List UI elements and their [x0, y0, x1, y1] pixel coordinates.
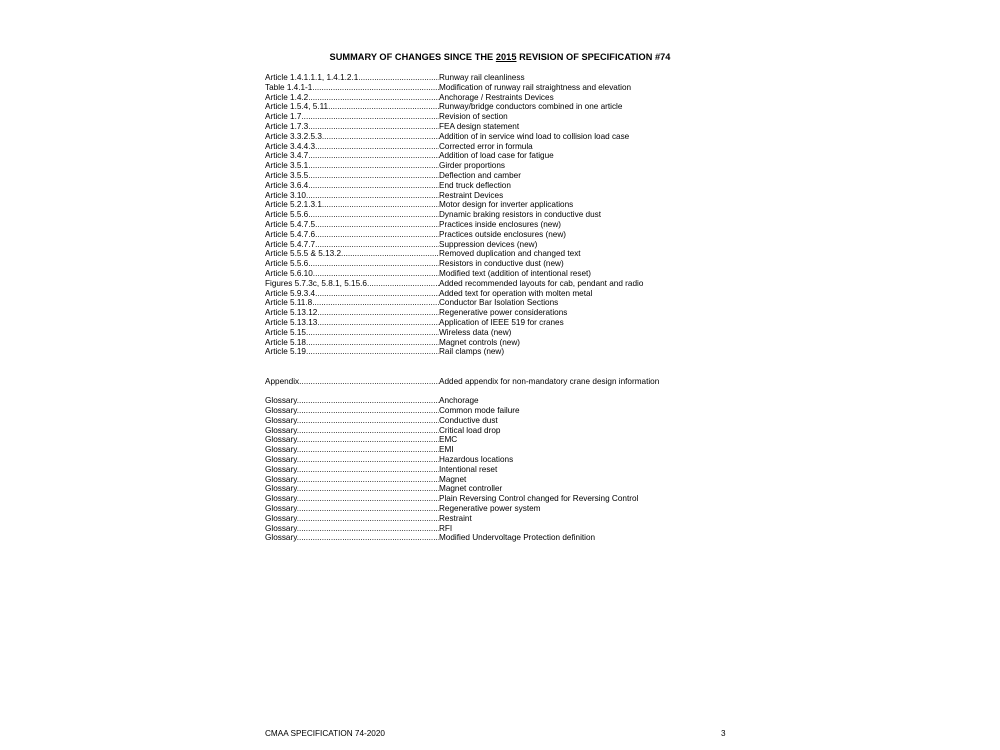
title-year: 2015 [495, 52, 517, 62]
change-desc: Anchorage / Restraints Devices [439, 92, 554, 102]
change-ref: Article 5.15 ..... [265, 328, 439, 338]
change-desc: RFI [439, 523, 453, 533]
change-row [265, 161, 705, 171]
change-ref: Article 5.4.7.7 ..... [265, 240, 439, 250]
change-row [265, 455, 705, 465]
change-row [265, 445, 705, 455]
change-ref: Glossary ..... [265, 484, 439, 494]
title-prefix: SUMMARY OF CHANGES SINCE THE [329, 52, 496, 62]
change-desc: Practices outside enclosures (new) [439, 229, 566, 239]
change-row [265, 132, 705, 142]
change-ref: Article 5.5.6 ..... [265, 259, 439, 269]
change-row [265, 83, 705, 93]
change-desc: Suppression devices (new) [439, 239, 538, 249]
change-desc: Runway/bridge conductors combined in one article [439, 102, 623, 112]
change-desc: Added recommended layouts for cab, pendant and radio [439, 278, 644, 288]
change-row [265, 249, 705, 259]
change-ref: Glossary ..... [265, 514, 439, 524]
change-desc: Magnet [439, 474, 467, 484]
change-ref: Article 3.4.7 ..... [265, 151, 439, 161]
change-row [265, 240, 705, 250]
change-ref: Appendix ..... [265, 377, 439, 387]
change-row [265, 122, 705, 132]
change-row [265, 504, 705, 514]
change-ref: Article 5.2.1.3.1 ..... [265, 200, 439, 210]
change-row [265, 191, 705, 201]
change-ref: Glossary ..... [265, 465, 439, 475]
change-desc: Resistors in conductive dust (new) [439, 259, 564, 269]
change-row [265, 171, 705, 181]
change-ref: Article 3.4.4.3 ..... [265, 142, 439, 152]
change-row [265, 181, 705, 191]
change-ref: Article 3.3.2.5.3 ..... [265, 132, 439, 142]
change-desc: Modified text (addition of intentional reset) [439, 268, 592, 278]
change-desc: Runway rail cleanliness [439, 73, 525, 82]
change-ref: Article 1.4.2 ..... [265, 93, 439, 103]
change-ref: Table 1.4.1-1 ..... [265, 83, 439, 93]
change-desc: Conductive dust [439, 415, 498, 425]
change-desc: Restraint Devices [439, 190, 504, 200]
change-row [265, 102, 705, 112]
change-desc: Conductor Bar Isolation Sections [439, 298, 559, 308]
change-ref: Article 5.4.7.5 ..... [265, 220, 439, 230]
change-row [265, 73, 705, 83]
change-desc: Wireless data (new) [439, 327, 512, 337]
change-ref: Article 5.13.12 ..... [265, 308, 439, 318]
change-ref: Figures 5.7.3c, 5.8.1, 5.15.6 ..... [265, 279, 439, 289]
change-ref: Glossary ..... [265, 416, 439, 426]
change-row [265, 210, 705, 220]
change-desc: End truck deflection [439, 180, 511, 190]
change-desc: Plain Reversing Control changed for Reversing Control [439, 494, 639, 504]
change-row [265, 298, 705, 308]
change-desc: Motor design for inverter applications [439, 200, 574, 210]
change-desc: Removed duplication and changed text [439, 249, 581, 259]
change-ref: Article 3.10 ..... [265, 191, 439, 201]
change-row [265, 308, 705, 318]
change-row [265, 475, 705, 485]
change-row [265, 328, 705, 338]
change-row [265, 435, 705, 445]
change-desc: Girder proportions [439, 161, 505, 171]
change-row [265, 524, 705, 534]
appendix-section [265, 377, 705, 387]
change-row [265, 151, 705, 161]
change-desc: Application of IEEE 519 for cranes [439, 317, 564, 327]
page-number: 3 [721, 729, 726, 738]
change-row [265, 220, 705, 230]
change-desc: Restraint [439, 513, 472, 523]
change-ref: Article 3.5.5 ..... [265, 171, 439, 181]
change-desc: Revision of section [439, 112, 508, 122]
change-desc: Critical load drop [439, 425, 501, 435]
change-row [265, 426, 705, 436]
change-row [265, 396, 705, 406]
change-ref: Glossary ..... [265, 494, 439, 504]
change-ref: Article 5.18 ..... [265, 338, 439, 348]
change-ref: Article 5.19 ..... [265, 347, 439, 357]
change-ref: Article 3.6.4 ..... [265, 181, 439, 191]
change-row [265, 112, 705, 122]
change-desc: Addition of in service wind load to collision load case [439, 131, 630, 141]
change-row [265, 259, 705, 269]
change-desc: Hazardous locations [439, 455, 514, 465]
change-row [265, 279, 705, 289]
change-ref: Article 1.7 ..... [265, 112, 439, 122]
change-ref: Article 5.4.7.6 ..... [265, 230, 439, 240]
change-ref: Article 5.9.3.4 ..... [265, 289, 439, 299]
change-ref: Article 1.7.3 ..... [265, 122, 439, 132]
change-row [265, 347, 705, 357]
change-ref: Article 5.5.5 & 5.13.2 ..... [265, 249, 439, 259]
glossary-section [265, 396, 705, 543]
change-row [265, 93, 705, 103]
change-desc: Common mode failure [439, 406, 520, 416]
page-title [0, 52, 1000, 62]
title-suffix: REVISION OF SPECIFICATION #74 [516, 52, 671, 62]
change-row [265, 406, 705, 416]
change-row [265, 465, 705, 475]
articles-section [265, 73, 705, 357]
change-desc: Magnet controller [439, 484, 503, 494]
footer-spec: CMAA SPECIFICATION 74-2020 [265, 729, 385, 738]
change-desc: Intentional reset [439, 464, 498, 474]
change-row [265, 200, 705, 210]
change-desc: Rail clamps (new) [439, 347, 505, 357]
change-row [265, 484, 705, 494]
change-row [265, 269, 705, 279]
change-ref: Article 5.13.13 ..... [265, 318, 439, 328]
change-ref: Glossary ..... [265, 435, 439, 445]
change-desc: Added text for operation with molten metal [439, 288, 593, 298]
change-desc: Addition of load case for fatigue [439, 151, 554, 161]
change-row [265, 338, 705, 348]
change-ref: Article 5.5.6 ..... [265, 210, 439, 220]
change-ref: Glossary ..... [265, 455, 439, 465]
change-desc: Anchorage [439, 396, 479, 406]
change-row [265, 533, 705, 543]
change-row [265, 318, 705, 328]
change-row [265, 514, 705, 524]
change-desc: Corrected error in formula [439, 141, 533, 151]
change-row [265, 230, 705, 240]
change-ref: Glossary ..... [265, 426, 439, 436]
change-ref: Glossary ..... [265, 445, 439, 455]
change-ref: Glossary ..... [265, 504, 439, 514]
change-desc: EMC [439, 435, 458, 445]
changes-list [265, 73, 705, 543]
change-ref: Article 1.4.1.1.1, 1.4.1.2.1 ..... [265, 73, 439, 83]
change-desc: Modification of runway rail straightness and elevation [439, 82, 632, 92]
change-ref: Glossary ..... [265, 396, 439, 406]
change-desc: Magnet controls (new) [439, 337, 520, 347]
change-desc: Modified Undervoltage Protection definition [439, 533, 596, 543]
change-ref: Glossary ..... [265, 475, 439, 485]
change-ref: Article 1.5.4, 5.11 ..... [265, 102, 439, 112]
change-row [265, 142, 705, 152]
section-spacer [265, 357, 705, 377]
change-row [265, 377, 705, 387]
change-desc: EMI [439, 445, 454, 455]
change-desc: Dynamic braking resistors in conductive dust [439, 210, 601, 220]
section-spacer [265, 387, 705, 397]
change-row [265, 289, 705, 299]
change-ref: Glossary ..... [265, 533, 439, 543]
change-ref: Article 5.6.10 ..... [265, 269, 439, 279]
change-ref: Article 3.5.1 ..... [265, 161, 439, 171]
change-desc: FEA design statement [439, 121, 520, 131]
change-desc: Regenerative power considerations [439, 308, 568, 318]
change-desc: Deflection and camber [439, 170, 521, 180]
change-row [265, 416, 705, 426]
change-desc: Regenerative power system [439, 504, 541, 514]
change-desc: Practices inside enclosures (new) [439, 219, 561, 229]
change-ref: Glossary ..... [265, 524, 439, 534]
change-desc: Added appendix for non-mandatory crane design information [439, 376, 660, 386]
change-ref: Article 5.11.8 ..... [265, 298, 439, 308]
change-ref: Glossary ..... [265, 406, 439, 416]
change-row [265, 494, 705, 504]
